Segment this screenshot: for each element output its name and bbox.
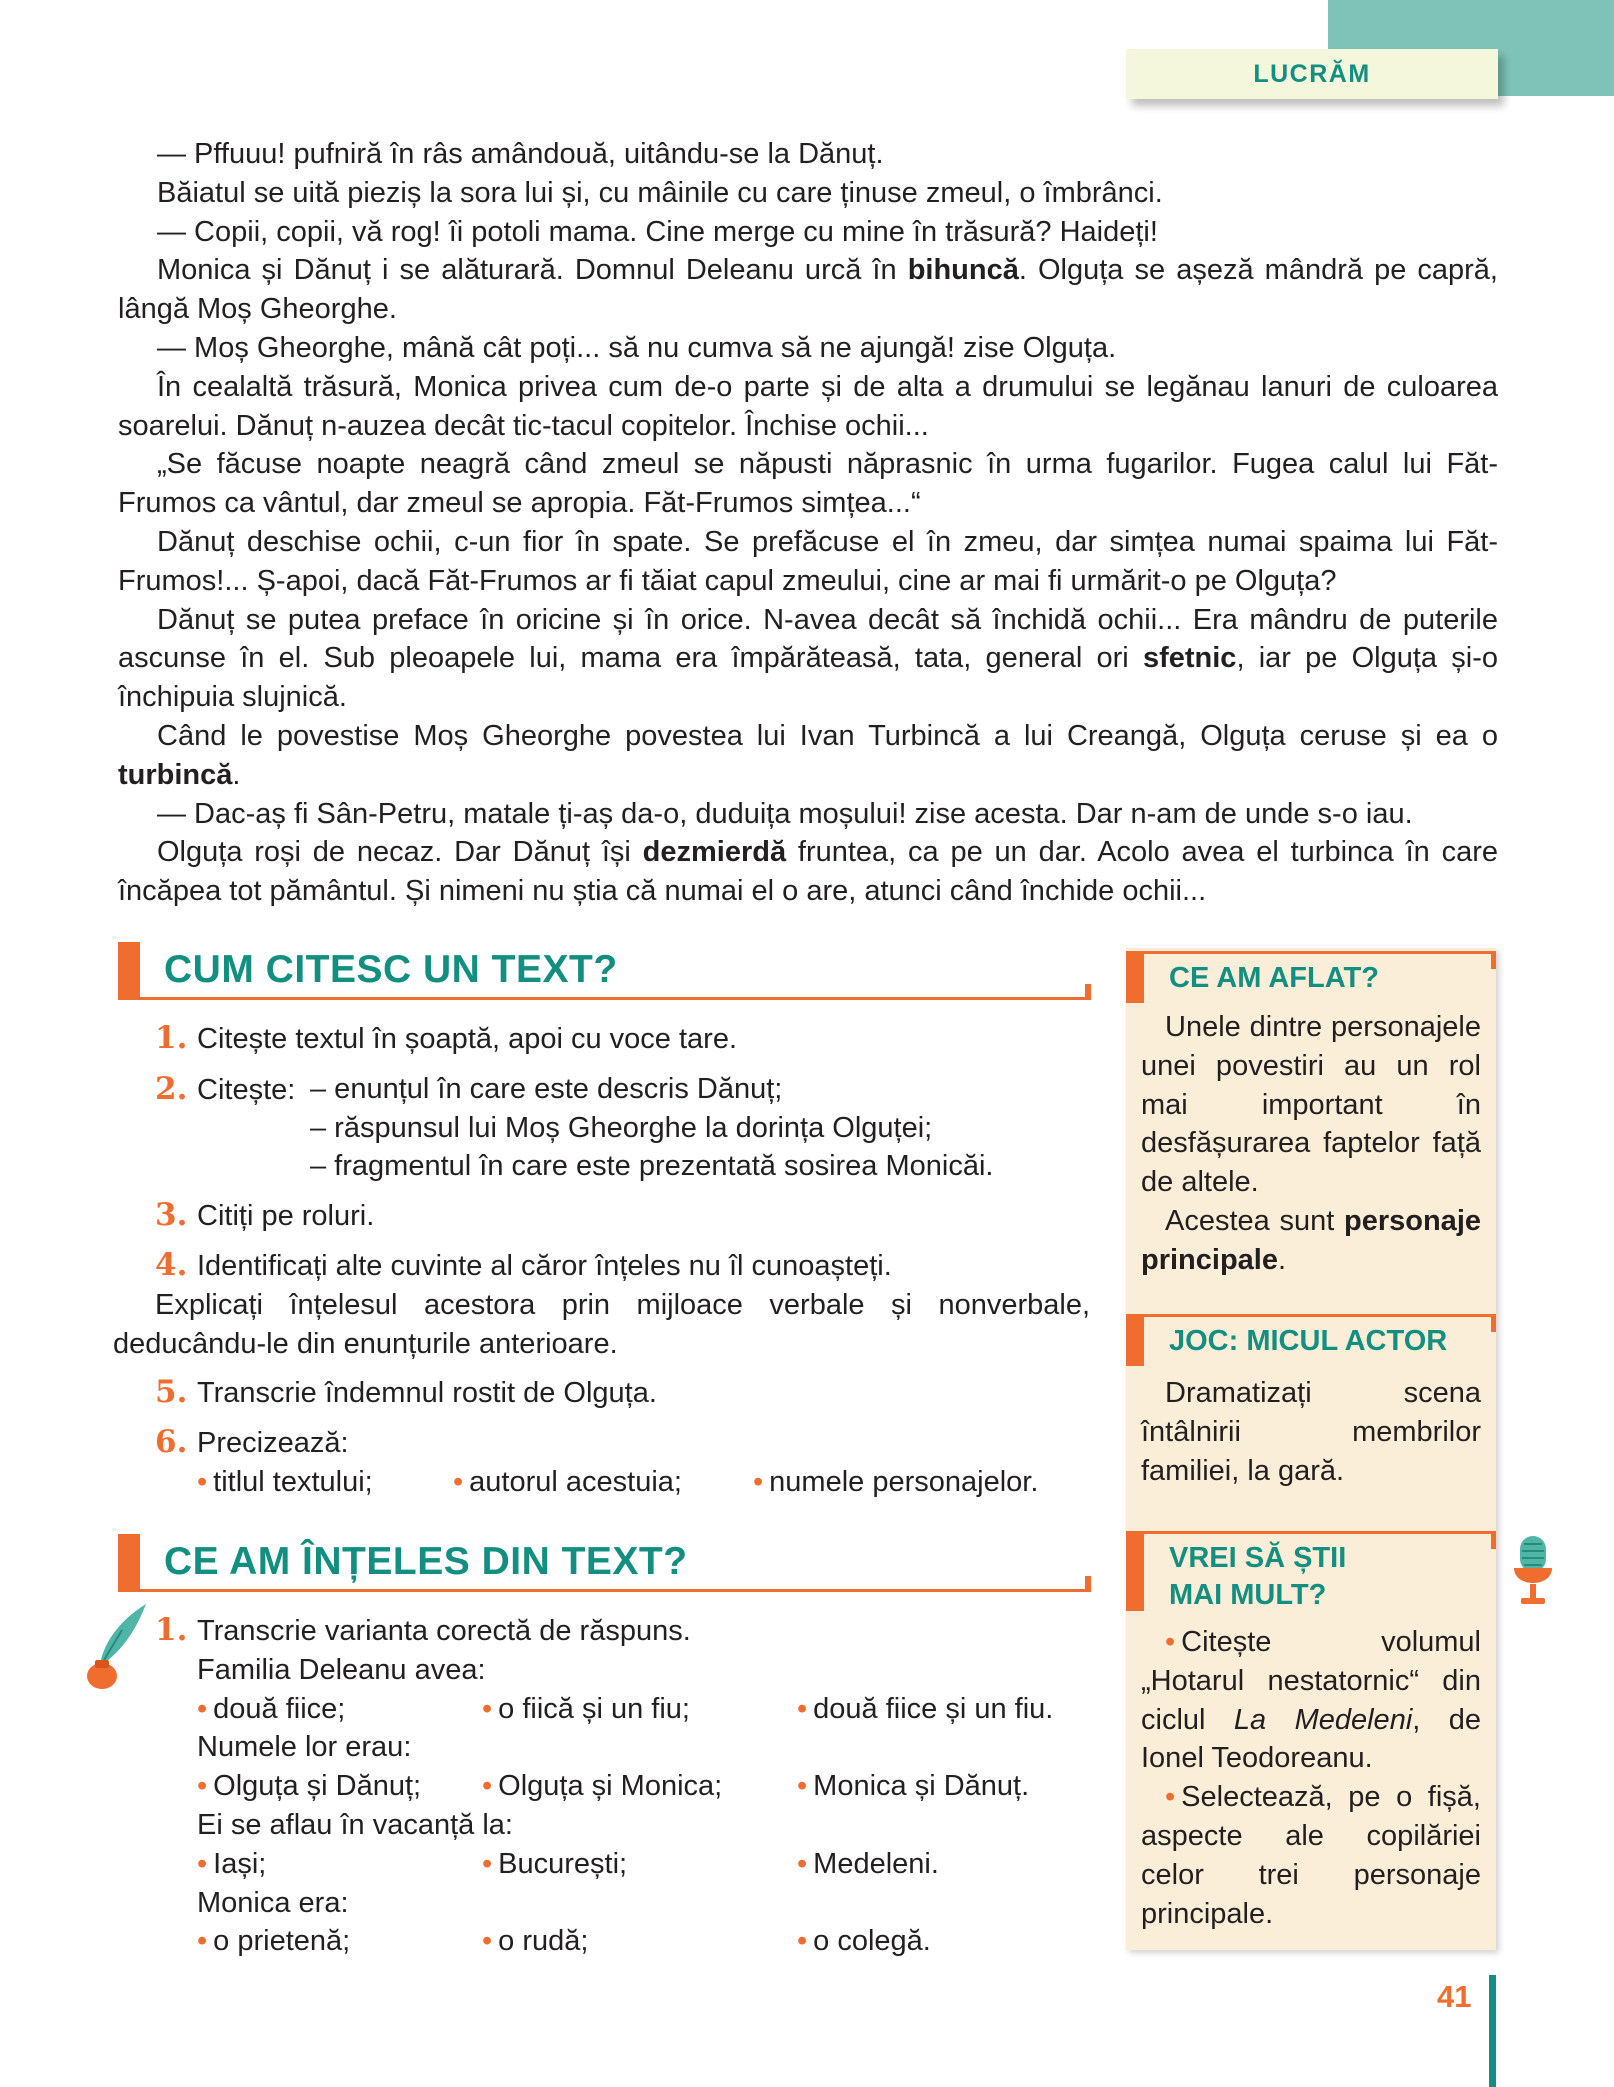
microphone-icon — [1508, 1534, 1558, 1614]
story-paragraph: — Moș Gheorghe, mână cât poți... să nu cumva să ne ajungă! zise Olguța. — [157, 331, 1117, 364]
sidebar-text-learned: Unele dintre personajele unei povestiri au un rol mai important în desfășurarea faptelor față de altele. Acestea sunt personaje principale. — [1141, 1011, 1481, 1276]
section-heading-understand — [118, 1534, 1091, 1604]
story-paragraph: Băiatul se uită pieziș la sora lui și, cu mâinile cu care ținuse zmeul, o îmbrânci. — [157, 176, 1163, 209]
sidebar-heading-game: JOC: MICUL ACTOR — [1126, 1314, 1496, 1366]
reading-tasks: 1. Citește textul în șoaptă, apoi cu voce tare. 2. Citește: – enunțul în care este descris Dănuț; – răspunsul lui Moș Gheorghe la dorința Olguței; – fragmentul în care este prezentată sosirea Monicăi. 3. Citiți pe roluri. 4. Identificați alte cuvinte al căror înțeles nu îl cunoașteți. Explicați înțelesul acestora prin mijloace verbale și nonverbale, deducându-le din enunțurile anterioare. 5. Transcrie îndemnul rostit de Olguța. 6. Precizează: • titlul textului; • autorul acestuia; • numele personajelor. — [113, 1020, 1090, 1498]
page-number-rule — [1489, 1975, 1496, 2087]
glossary-word: turbincă — [118, 758, 233, 791]
sidebar-heading-learned: CE AM AFLAT? — [1126, 951, 1496, 1003]
section-title: CUM CITESC UN TEXT? — [164, 948, 618, 991]
story-paragraph: — Copii, copii, vă rog! îi potoli mama. Cine merge cu mine în trăsură? Haideți! — [157, 215, 1158, 248]
story-paragraph: Olguța roși de necaz. Dar Dănuț își dezmierdă fruntea, ca pe un dar. Acolo avea el turbinca în care încăpea tot pământul. Și nimeni nu știa că numai el o are, atunci când închide ochii... — [118, 836, 1498, 908]
sidebar-heading-more: VREI SĂ ȘTII MAI MULT? — [1126, 1531, 1496, 1611]
story-paragraph: — Pffuuu! pufniră în râs amândouă, uitându-se la Dănuț. — [157, 138, 884, 170]
section-heading-read — [118, 942, 1091, 1012]
story-paragraph: Monica și Dănuț i se alăturară. Domnul Deleanu urcă în bihuncă. Olguța se așeză mândră pe capră, lângă Moș Gheorghe. — [118, 254, 1498, 326]
glossary-word: sfetnic — [1142, 642, 1237, 675]
story-paragraph: — Dac-aș fi Sân-Petru, matale ți-aș da-o, duduița moșului! zise acesta. Dar n-am de unde s-o iau. — [157, 797, 1413, 830]
story-paragraph: Când le povestise Moș Gheorghe povestea lui Ivan Turbincă a lui Creangă, Olguța ceruse și ea o turbincă. — [118, 719, 1498, 791]
story-paragraph: „Se făcuse noapte neagră când zmeul se năpusti năprasnic în urma fugarilor. Fugea calul lui Făt-Frumos ca vântul, dar zmeul se apropia. Făt-Frumos simțea...“ — [118, 448, 1498, 520]
section-title: CE AM ÎNȚELES DIN TEXT? — [164, 1540, 688, 1583]
glossary-word: bihuncă — [907, 254, 1019, 287]
story-paragraph: Dănuț se putea preface în oricine și în orice. N-avea decât să închidă ochii... Era mândru de puterile ascunse în el. Sub pleoapele lui, mama era împărăteasă, tata, general ori sfetnic, iar pe Olguța și-o închipuia slujnică. — [118, 603, 1498, 714]
glossary-word: dezmierdă — [642, 836, 787, 869]
sidebar-text-more: • Citește volumul „Hotarul nestatornic“ din ciclul La Medeleni, de Ionel Teodoreanu. • Selectează, pe o fișă, aspecte ale copilăriei celor trei personaje principale. — [1141, 1626, 1482, 1930]
story-paragraph: În cealaltă trăsură, Monica privea cum de-o parte și de alta a drumului se legănau lanuri de culoarea soarelui. Dănuț n-auzea decât tic-tacul copitelor. Închise ochii... — [118, 370, 1498, 442]
quill-ink-icon — [82, 1602, 152, 1692]
page-number: 41 — [1437, 1979, 1472, 2014]
story-text — [118, 135, 1498, 911]
story-paragraph: Dănuț deschise ochii, c-un fior în spate. Se prefăcuse el în zmeu, dar simțea numai spaima lui Făt-Frumos!... Ș-apoi, dacă Făt-Frumos ar fi tăiat capul zmeului, cine ar mai fi urmărit-o pe Olguța? — [118, 525, 1498, 597]
section-label: LUCRĂM — [1126, 49, 1498, 99]
comprehension-tasks: 1. Transcrie varianta corectă de răspuns. Familia Deleanu avea: • două fiice; • o fiică și un fiu; • două fiice și un fiu. Numele lor erau: • Olguța și Dănuț; • Olguța și Monica; • Monica și Dănuț. Ei se aflau în vacanță la: • Iași; • București; • Medeleni. Monica era: • o prietenă; • o rudă; • o colegă. — [155, 1612, 1054, 1958]
sidebar-text-game: Dramatizați scena întâlnirii membrilor familiei, la gară. — [1141, 1377, 1481, 1487]
